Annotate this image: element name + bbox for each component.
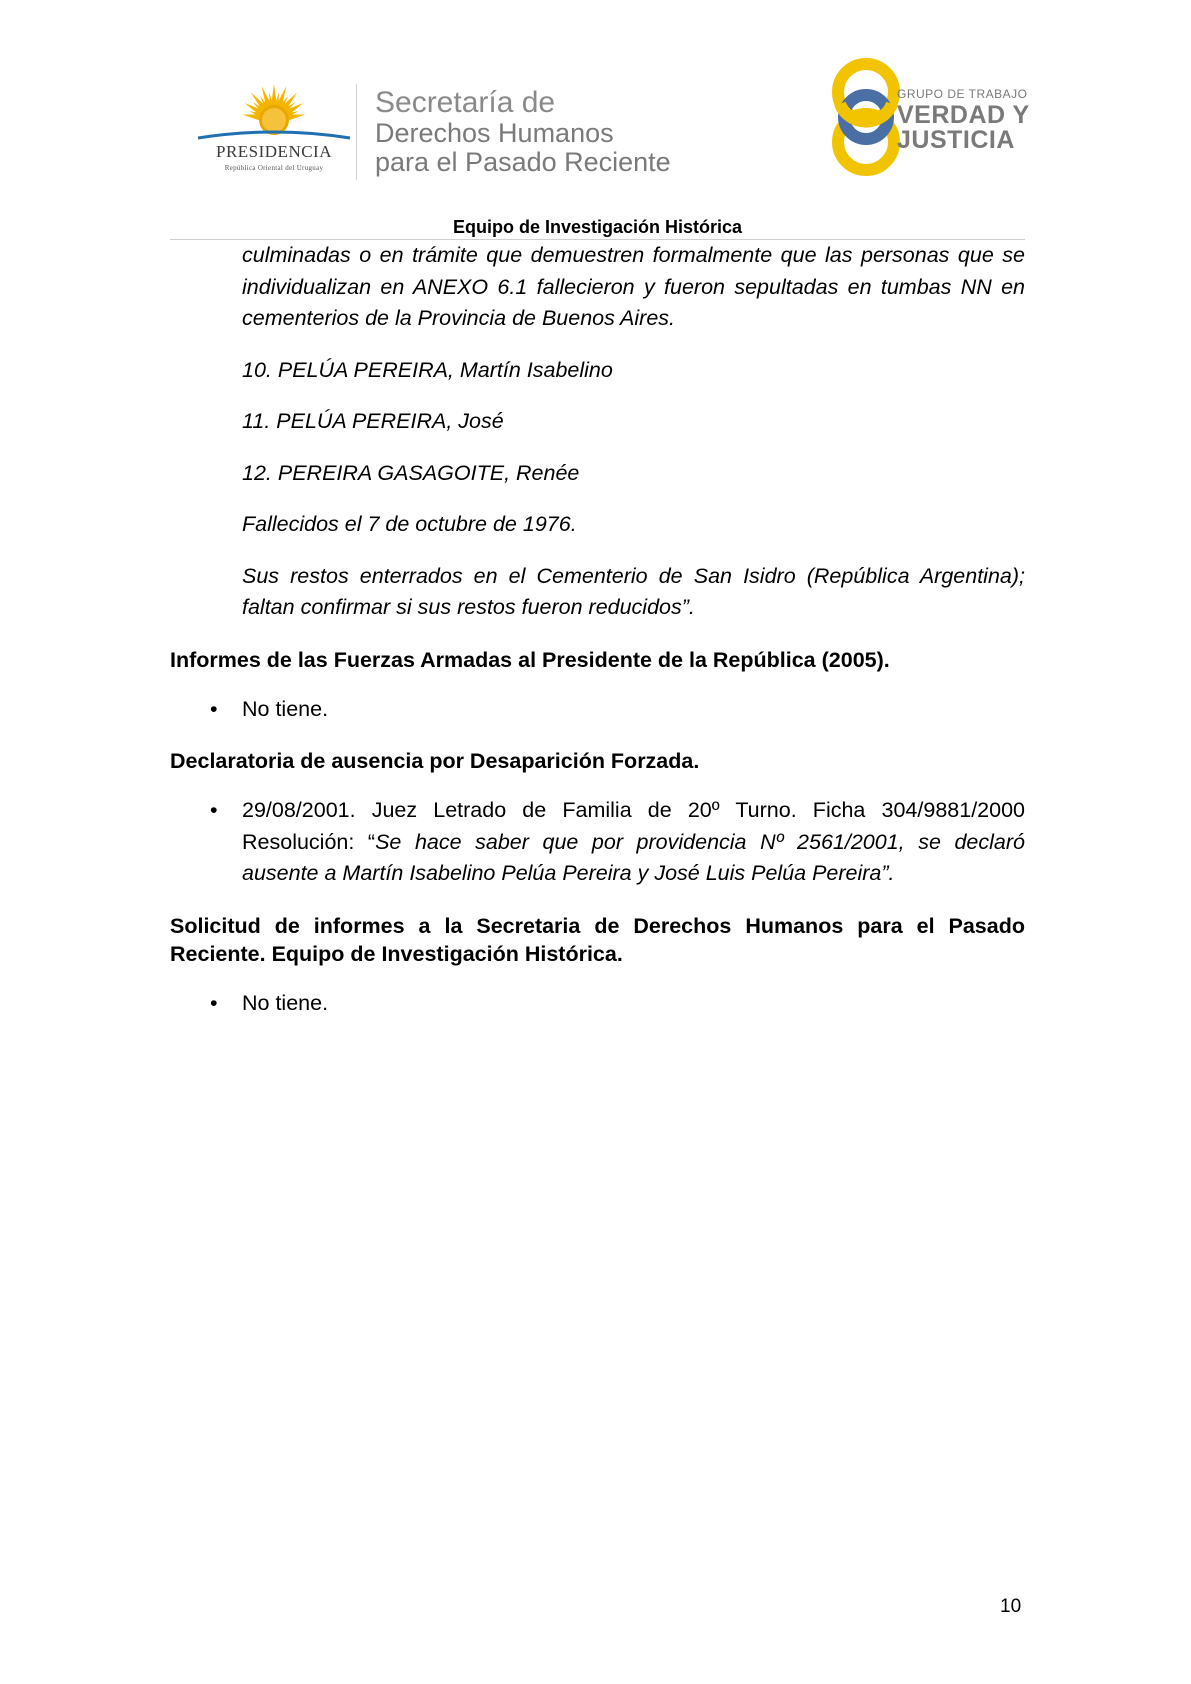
bullet-icon: •: [210, 990, 218, 1015]
vj-line-1: GRUPO DE TRABAJO: [897, 87, 1028, 101]
section-heading-declaratoria: Declaratoria de ausencia por Desaparición Forzada.: [170, 749, 700, 773]
presidencia-wordmark: PRESIDENCIA: [215, 142, 332, 161]
list-item-text: No tiene.: [242, 990, 329, 1015]
document-body: [170, 240, 1025, 1019]
bullet-icon: •: [210, 696, 218, 721]
running-head: Equipo de Investigación Histórica: [452, 217, 743, 237]
name-item-11: 11. PELÚA PEREIRA, José: [242, 409, 504, 433]
list-item: [170, 694, 1025, 726]
section-heading-fuerzas-armadas: Informes de las Fuerzas Armadas al Presidente de la República (2005).: [170, 647, 890, 672]
restos-paragraph: Sus restos enterrados en el Cementerio de San Isidro (República Argentina); faltan confirmar si sus restos fueron reducidos”.: [242, 563, 1025, 619]
sun-emblem-icon: [196, 80, 352, 142]
presidencia-logo: [196, 80, 352, 180]
page-number: 10: [1000, 1596, 1022, 1617]
intro-paragraph: culminadas o en trámite que demuestren formalmente que las personas que se individualizan en ANEXO 6.1 fallecieron y fueron sepultadas en tumbas NN en cementerios de la Provincia de Buenos Aires.: [242, 243, 1025, 330]
vj-line-3: JUSTICIA: [897, 126, 1015, 154]
declaratoria-text: 29/08/2001. Juez Letrado de Familia de 20º Turno. Ficha 304/9881/2000 Resolución: “: [242, 798, 1025, 854]
presidencia-subtitle: República Oriental del Uruguay: [224, 164, 324, 172]
name-item-12: 12. PEREIRA GASAGOITE, Renée: [242, 460, 580, 485]
header-divider: [356, 84, 357, 180]
bullet-icon: •: [210, 798, 218, 822]
vj-line-2: VERDAD Y: [897, 101, 1030, 129]
list-item: [170, 795, 1025, 890]
list-item: [170, 988, 1025, 1020]
verdad-justicia-text: [897, 88, 1030, 153]
list-item-text: No tiene.: [242, 696, 329, 721]
fallecidos-line: Fallecidos el 7 de octubre de 1976.: [242, 512, 577, 536]
secretaria-line-1: Secretaría de: [375, 86, 556, 119]
section-heading-solicitud: Solicitud de informes a la Secretaria de Derechos Humanos para el Pasado Reciente. Equipo de Investigación Histórica.: [170, 913, 1025, 966]
secretaria-logo-text: [375, 88, 671, 176]
secretaria-line-3: para el Pasado Reciente: [375, 147, 671, 177]
name-item-10: 10. PELÚA PEREIRA, Martín Isabelino: [242, 357, 613, 382]
secretaria-line-2: Derechos Humanos: [375, 118, 614, 148]
declaratoria-resolucion-quote: Se hace saber que por providencia Nº 2561/2001, se declaró ausente a Martín Isabelino Pelúa Pereira y José Luis Pelúa Pereira”.: [242, 829, 1025, 885]
